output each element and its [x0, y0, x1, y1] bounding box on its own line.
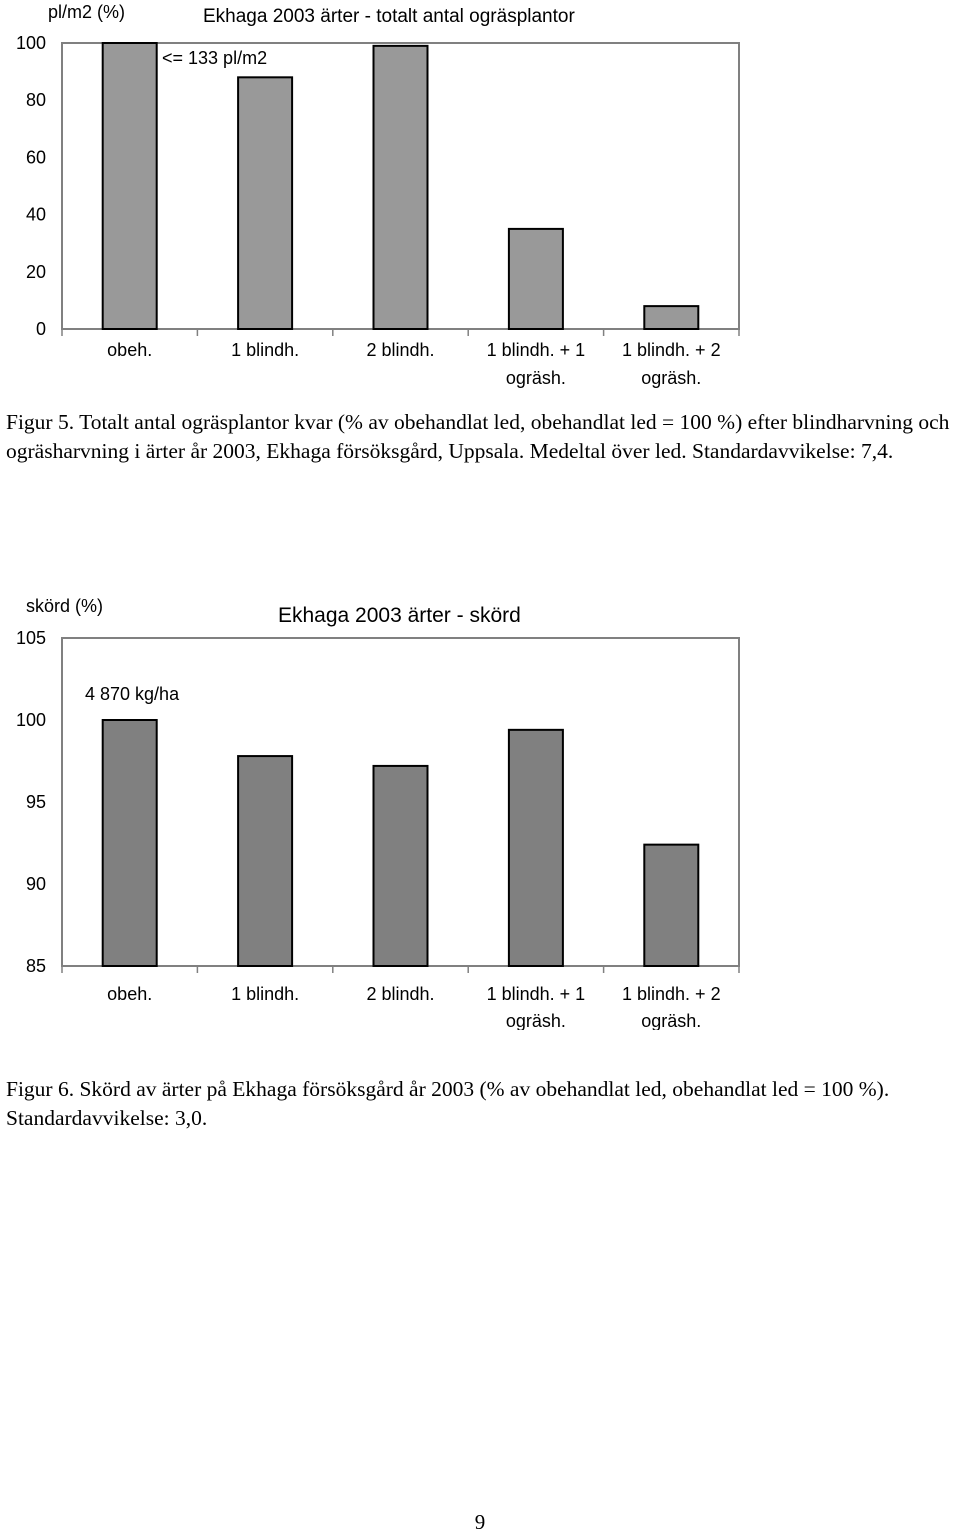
- chart1-annotation: <= 133 pl/m2: [162, 48, 268, 68]
- chart2-xtick-label: 1 blindh. + 2: [622, 984, 721, 1004]
- chart1-xtick-label: 1 blindh.: [231, 340, 300, 360]
- figure6-caption: Figur 6. Skörd av ärter på Ekhaga försöksgård år 2003 (% av obehandlat led, obehandlat led = 100 %). Standardavvikelse: 3,0.: [6, 1077, 890, 1130]
- chart1-ytick-label: 40: [25, 204, 46, 225]
- chart2-xtick-label: ogräsh.: [505, 1011, 566, 1030]
- chart2-ytick-label: 105: [15, 628, 46, 648]
- chart1-ytick-label: 20: [25, 261, 46, 282]
- chart2-ytick-label: 90: [25, 874, 46, 894]
- chart2-ytick-label: 95: [25, 792, 46, 812]
- chart1-bar: [644, 306, 698, 329]
- chart1-ytick-label: 80: [25, 90, 46, 111]
- chart2-bar: [509, 730, 563, 966]
- chart1-bar: [509, 229, 563, 329]
- chart1-xtick-label: 1 blindh. + 1: [486, 340, 586, 360]
- chart2-annotation: 4 870 kg/ha: [85, 684, 180, 704]
- chart2-title: Ekhaga 2003 ärter - skörd: [278, 604, 521, 627]
- page-number: 9: [474, 1510, 486, 1534]
- chart2-xtick-label: 1 blindh. + 1: [486, 984, 586, 1004]
- chart2-ylabel: skörd (%): [26, 596, 104, 616]
- chart1-ytick-label: 100: [15, 33, 46, 53]
- chart1-xtick-label: ogräsh.: [505, 368, 566, 388]
- chart2-bar: [374, 766, 428, 966]
- chart-yield: [0, 590, 960, 1030]
- chart1-ytick-label: 60: [25, 147, 46, 168]
- chart-weeds: [0, 0, 960, 400]
- chart1-bar: [238, 77, 292, 329]
- chart1-xtick-label: 1 blindh. + 2: [622, 340, 721, 360]
- chart1-title: Ekhaga 2003 ärter - totalt antal ogräsplantor: [203, 6, 575, 27]
- chart1-xtick-label: ogräsh.: [641, 368, 702, 388]
- chart1-bar: [374, 46, 428, 329]
- chart1-bar: [103, 43, 157, 329]
- chart2-xtick-label: ogräsh.: [641, 1011, 702, 1030]
- chart1-xtick-label: 2 blindh.: [366, 340, 435, 360]
- chart2-bar: [103, 720, 157, 966]
- figure5-caption: Figur 5. Totalt antal ogräsplantor kvar (% av obehandlat led, obehandlat led = 100 %) efter blindharvning och ogräsharvning i ärter år 2003, Ekhaga försöksgård, Uppsala. Medeltal över led. Standardavvikelse: 7,4.: [6, 410, 950, 463]
- chart2-ytick-label: 100: [15, 710, 46, 730]
- chart1-ylabel: pl/m2 (%): [48, 2, 126, 22]
- chart2-xtick-label: 2 blindh.: [366, 984, 435, 1004]
- chart2-ytick-label: 85: [25, 956, 46, 976]
- chart2-bar: [644, 845, 698, 966]
- chart2-bar: [238, 756, 292, 966]
- chart1-xtick-label: obeh.: [107, 340, 153, 360]
- chart2-xtick-label: obeh.: [107, 984, 153, 1004]
- chart2-xtick-label: 1 blindh.: [231, 984, 300, 1004]
- chart1-ytick-label: 0: [35, 319, 46, 339]
